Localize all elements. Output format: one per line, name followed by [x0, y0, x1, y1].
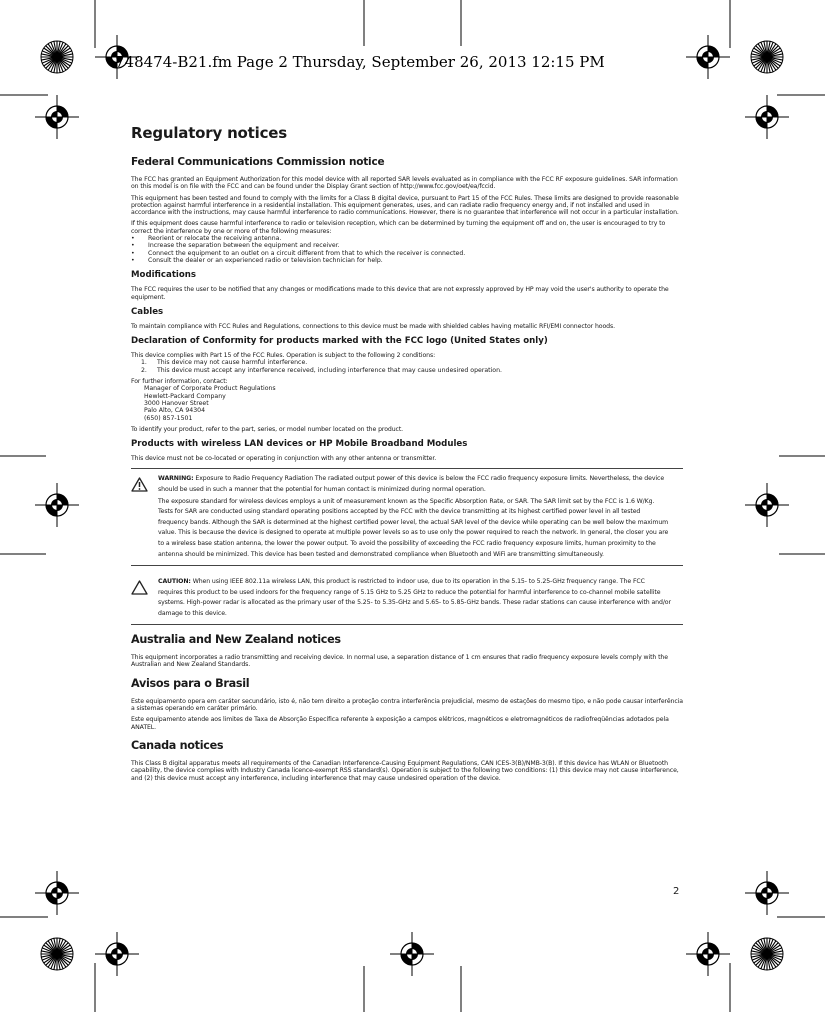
contact-address: Manager of Corporate Product Regulations Hewlett-Packard Company 3000 Hanover Street Palo Alto, CA 94304 (650) 857-1501 [144, 385, 276, 422]
file-slug: 748474-B21.fm Page 2 Thursday, September 26, 2013 12:15 PM [115, 53, 605, 71]
caution-icon [131, 577, 158, 620]
canada-heading: Canada notices [131, 738, 224, 752]
list-item: 1. This device may not cause harmful interference. [141, 359, 308, 367]
document-body [131, 124, 683, 786]
measures-list [131, 235, 683, 264]
caution-text: CAUTION: When using IEEE 802.11a wireless LAN, this product is restricted to indoor use, due to its operation in the 5.15- to 5.25-GHz frequency range. The FCC requires this product to be used indoors for the frequency range of 5.15 GHz to 5.25 GHz to reduce the potential for harmful interference to co-channel mobile satellite systems. High-power radar is allocated as the primary user of the 5.25- to 5.35-GHz and 5.65- to 5.85-GHz bands. These radar stations can cause interference with and/or damage to this device. [158, 578, 671, 617]
list-item: • Increase the separation between the equipment and receiver. [131, 242, 340, 250]
modifications-heading: Modifications [131, 270, 197, 281]
caution-box [131, 572, 683, 625]
paragraph: Este equipamento opera em caráter secundário, isto é, não tem direito a proteção contra interferência prejudicial, mesmo de estações do mesmo tipo, e não pode causar interferência a sistemas operando em caráter primário. [131, 697, 683, 713]
warning-text: The exposure standard for wireless devices employs a unit of measurement known as the Specific Absorption Rate, or SAR. The SAR limit set by the FCC is 1.6 W/Kg. Tests for SAR are conducted using standard operating positions accepted by the FCC with the device transmitting at its highest certified power level in all tested frequency bands. Although the SAR is determined at the highest certified power level, the actual SAR level of the device while operating can be well below the maximum value. This is because the device is designed to operate at multiple power levels so as to use only the power required to reach the network. In general, the closer you are to a wireless base station antenna, the lower the power output. To avoid the possibility of exceeding the FCC radio frequency exposure limits, human proximity to the antenna should be minimized. This device has been tested and demonstrated compliance when Bluetooth and WiFi are transmitting simultaneously. [158, 497, 669, 558]
paragraph: If this equipment does cause harmful interference to radio or television reception, which can be determined by turning the equipment off and on, the user is encouraged to try to correct the interference by one or more of the following measures: [131, 220, 666, 235]
warning-box [131, 468, 683, 566]
conditions-list [131, 359, 683, 374]
list-item: • Consult the dealer or an experienced radio or television technician for help. [131, 256, 383, 264]
page-number: 2 [673, 886, 680, 897]
paragraph: For further information, contact: [131, 378, 228, 386]
fcc-heading: Federal Communications Commission notice [131, 156, 385, 168]
paragraph: The FCC requires the user to be notified that any changes or modifications made to this device that are not expressly approved by HP may void the user's authority to operate the equipment. [131, 286, 669, 301]
paragraph: This device complies with Part 15 of the FCC Rules. Operation is subject to the following 2 conditions: [131, 352, 436, 360]
paragraph: Este equipamento atende aos limites de Taxa de Absorção Específica referente à exposição a campos elétricos, magnéticos e eletromagnéticos de radiofreqüências adotados pela ANATEL. [131, 716, 669, 731]
cables-heading: Cables [131, 306, 164, 317]
paragraph: This device must not be co-located or operating in conjunction with any other antenna or transmitter. [131, 455, 437, 463]
paragraph: The FCC has granted an Equipment Authorization for this model device with all reported SAR levels evaluated as in compliance with the FCC RF exposure guidelines. SAR information on this model is on file with the FCC and can be found under the Display Grant section of http://www.fcc.gov/oet/ea/fccid. [131, 176, 678, 191]
australia-heading: Australia and New Zealand notices [131, 633, 341, 647]
warning-text: WARNING: Exposure to Radio Frequency Radiation The radiated output power of this device is below the FCC radio frequency exposure limits. Nevertheless, the device should be used in such a manner that the potential for human contact is minimized during normal operation. [158, 475, 665, 494]
paragraph: This Class B digital apparatus meets all requirements of the Canadian Interference-Causing Equipment Regulations, CAN ICES-3(B)/NMB-3(B). If this device has WLAN or Bluetooth capability, the device complies with Industry Canada licence-exempt RSS standard(s). Operation is subject to the following two conditions: (1) this device may not cause interference, and (2) this device must accept any interference, including interference that may cause undesired operation of the device. [131, 759, 679, 782]
brasil-heading: Avisos para o Brasil [131, 676, 250, 690]
page-title: Regulatory notices [131, 124, 287, 142]
list-item: • Connect the equipment to an outlet on a circuit different from that to which the receiver is connected. [131, 249, 466, 257]
list-item: • Reorient or relocate the receiving antenna. [131, 235, 282, 243]
wireless-heading: Products with wireless LAN devices or HP Mobile Broadband Modules [131, 439, 468, 450]
paragraph: To maintain compliance with FCC Rules and Regulations, connections to this device must be made with shielded cables having metallic RFI/EMI connector hoods. [131, 322, 615, 330]
doc-heading: Declaration of Conformity for products marked with the FCC logo (United States only) [131, 336, 548, 347]
warning-icon [131, 474, 158, 561]
list-item: 2. This device must accept any interference received, including interference that may cause undesired operation. [141, 366, 502, 374]
paragraph: This equipment incorporates a radio transmitting and receiving device. In normal use, a separation distance of 1 cm ensures that radio frequency exposure levels comply with the Australian and New Zealand Standards. [131, 654, 668, 669]
paragraph: To identify your product, refer to the part, series, or model number located on the product. [131, 425, 404, 433]
paragraph: This equipment has been tested and found to comply with the limits for a Class B digital device, pursuant to Part 15 of the FCC Rules. These limits are designed to provide reasonable protection against harmful interference in a residential installation. This equipment generates, uses, and can radiate radio frequency energy and, if not installed and used in accordance with the instructions, may cause harmful interference to radio communications. However, there is no guarantee that interference will not occur in a particular installation. [131, 194, 679, 217]
